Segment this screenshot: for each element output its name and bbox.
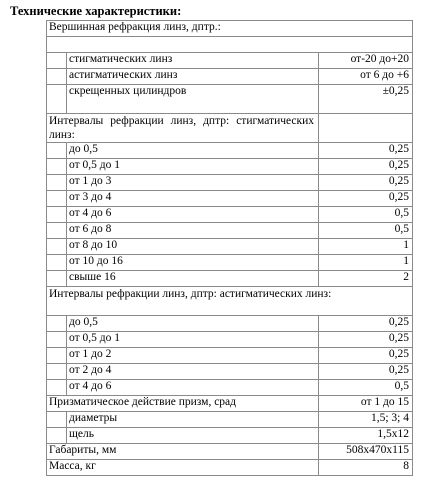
row-value: от-20 до+20 bbox=[319, 53, 413, 69]
indent-cell bbox=[47, 223, 67, 239]
table-row bbox=[47, 316, 413, 332]
table-row bbox=[47, 191, 413, 207]
row-value: 1,5x12 bbox=[319, 428, 413, 444]
row-label: от 10 до 16 bbox=[67, 255, 319, 271]
row-value: 2 bbox=[319, 271, 413, 287]
indent-cell bbox=[47, 428, 67, 444]
row-label: от 0,5 до 1 bbox=[67, 159, 319, 175]
row-label: от 1 до 3 bbox=[67, 175, 319, 191]
indent-cell bbox=[47, 191, 67, 207]
row-label: щель bbox=[67, 428, 319, 444]
table-row-mass bbox=[47, 460, 413, 476]
row-value: 0,5 bbox=[319, 207, 413, 223]
mass-value: 8 bbox=[319, 460, 413, 476]
row-label: стигматических линз bbox=[67, 53, 319, 69]
row-value: 0,25 bbox=[319, 175, 413, 191]
table-row-stigmatic-heading bbox=[47, 114, 413, 143]
row-value: 1,5; 3; 4 bbox=[319, 412, 413, 428]
table-row bbox=[47, 207, 413, 223]
row-label: астигматических линз bbox=[67, 69, 319, 85]
vertex-refraction-heading: Вершинная рефракция линз, дптр.: bbox=[47, 21, 413, 37]
indent-cell bbox=[47, 380, 67, 396]
row-label: свыше 16 bbox=[67, 271, 319, 287]
table-row bbox=[47, 271, 413, 287]
row-label: от 6 до 8 bbox=[67, 223, 319, 239]
indent-cell bbox=[47, 412, 67, 428]
specifications-table bbox=[46, 20, 413, 476]
document-title: Технические характеристики: bbox=[10, 4, 182, 18]
row-label: от 0,5 до 1 bbox=[67, 332, 319, 348]
table-row bbox=[47, 255, 413, 271]
table-row bbox=[47, 85, 413, 114]
table-row bbox=[47, 143, 413, 159]
table-row bbox=[47, 412, 413, 428]
row-value: 0,5 bbox=[319, 380, 413, 396]
row-label: от 4 до 6 bbox=[67, 207, 319, 223]
empty-cell bbox=[319, 114, 413, 143]
table-row-dimensions bbox=[47, 444, 413, 460]
table-row bbox=[47, 380, 413, 396]
table-row bbox=[47, 175, 413, 191]
row-value: 0,25 bbox=[319, 316, 413, 332]
mass-label: Масса, кг bbox=[47, 460, 319, 476]
indent-cell bbox=[47, 207, 67, 223]
row-value: ±0,25 bbox=[319, 85, 413, 114]
row-value: 0,25 bbox=[319, 191, 413, 207]
row-value: 0,25 bbox=[319, 159, 413, 175]
table-row bbox=[47, 332, 413, 348]
row-label: от 2 до 4 bbox=[67, 364, 319, 380]
row-value: 0,25 bbox=[319, 364, 413, 380]
table-row-vertex-heading bbox=[47, 21, 413, 37]
table-row bbox=[47, 53, 413, 69]
indent-cell bbox=[47, 255, 67, 271]
table-row bbox=[47, 428, 413, 444]
row-value: 0,25 bbox=[319, 348, 413, 364]
dimensions-value: 508x470x115 bbox=[319, 444, 413, 460]
astigmatic-intervals-heading: Интервалы рефракции линз, дптр: астигматических линз: bbox=[47, 287, 413, 316]
indent-cell bbox=[47, 239, 67, 255]
row-value: 0,5 bbox=[319, 223, 413, 239]
prism-value: от 1 до 15 bbox=[319, 396, 413, 412]
table-row bbox=[47, 159, 413, 175]
spacer-cell bbox=[47, 37, 413, 53]
row-value: 1 bbox=[319, 255, 413, 271]
indent-cell bbox=[47, 159, 67, 175]
table-row bbox=[47, 223, 413, 239]
indent-cell bbox=[47, 348, 67, 364]
row-label: от 1 до 2 bbox=[67, 348, 319, 364]
prism-label: Призматическое действие призм, срад bbox=[47, 396, 319, 412]
row-label: до 0,5 bbox=[67, 316, 319, 332]
table-row-astigmatic-heading bbox=[47, 287, 413, 316]
indent-cell bbox=[47, 175, 67, 191]
row-label: до 0,5 bbox=[67, 143, 319, 159]
row-label: от 8 до 10 bbox=[67, 239, 319, 255]
table-row bbox=[47, 69, 413, 85]
table-row-spacer bbox=[47, 37, 413, 53]
table-row-prism bbox=[47, 396, 413, 412]
indent-cell bbox=[47, 85, 67, 114]
row-value: 0,25 bbox=[319, 332, 413, 348]
indent-cell bbox=[47, 364, 67, 380]
row-value: от 6 до +6 bbox=[319, 69, 413, 85]
indent-cell bbox=[47, 143, 67, 159]
table-row bbox=[47, 348, 413, 364]
indent-cell bbox=[47, 271, 67, 287]
indent-cell bbox=[47, 53, 67, 69]
dimensions-label: Габариты, мм bbox=[47, 444, 319, 460]
row-value: 1 bbox=[319, 239, 413, 255]
row-label: от 3 до 4 bbox=[67, 191, 319, 207]
row-label: скрещенных цилиндров bbox=[67, 85, 319, 114]
indent-cell bbox=[47, 316, 67, 332]
row-label: от 4 до 6 bbox=[67, 380, 319, 396]
row-value: 0,25 bbox=[319, 143, 413, 159]
row-label: диаметры bbox=[67, 412, 319, 428]
indent-cell bbox=[47, 332, 67, 348]
table-row bbox=[47, 239, 413, 255]
table-row bbox=[47, 364, 413, 380]
stigmatic-intervals-heading: Интервалы рефракции линз, дптр: стигматических линз: bbox=[47, 114, 319, 143]
indent-cell bbox=[47, 69, 67, 85]
